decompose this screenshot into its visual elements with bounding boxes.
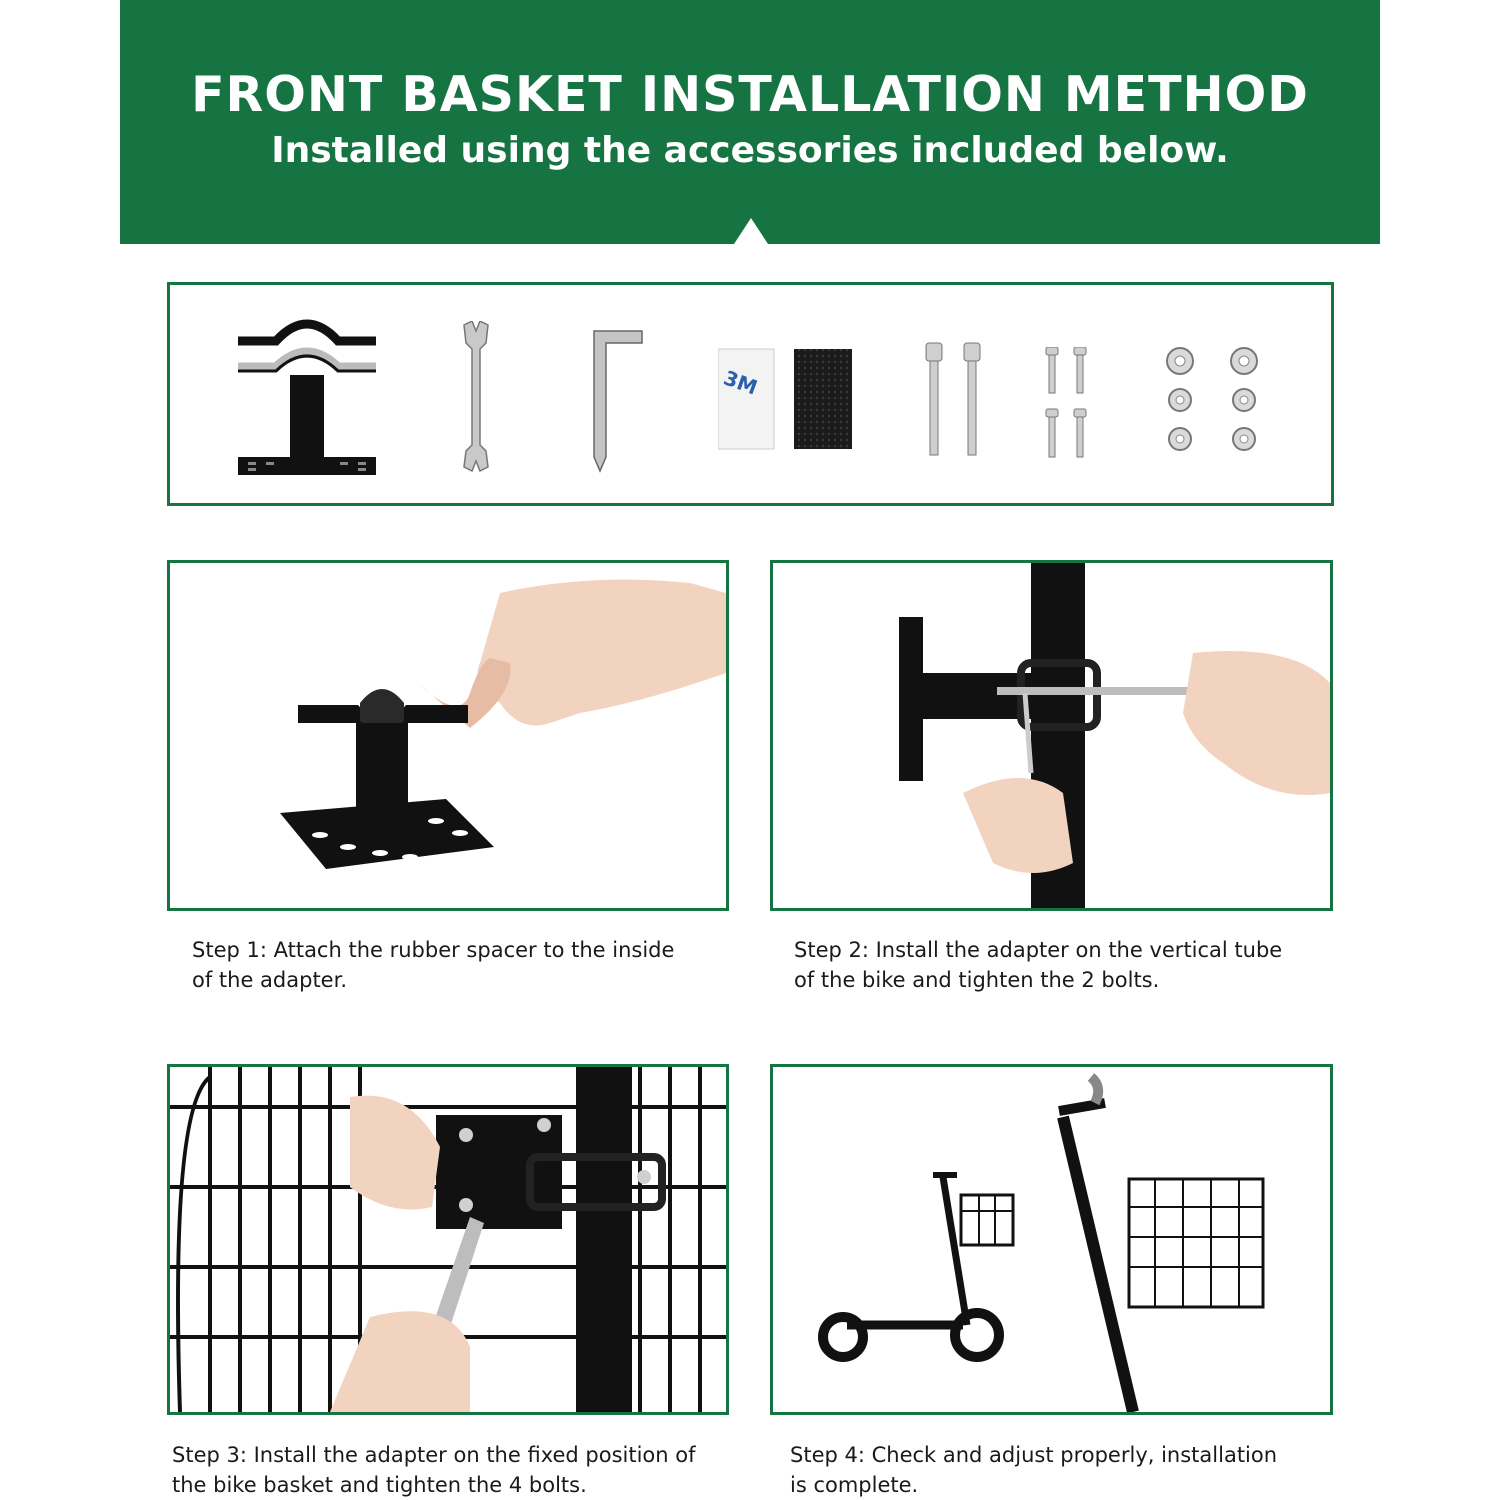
step-4-image-panel xyxy=(770,1064,1333,1415)
step-1-caption-line1: Step 1: Attach the rubber spacer to the inside xyxy=(192,938,675,962)
step-1-image-panel xyxy=(167,560,729,911)
tape-brand-label: 3M xyxy=(720,365,761,400)
lock-nuts-image xyxy=(1164,347,1260,457)
wrench-image xyxy=(458,321,494,473)
short-screws-image xyxy=(1044,347,1092,459)
page-subtitle: Installed using the accessories included below. xyxy=(271,130,1229,171)
step-4-caption-line2: is complete. xyxy=(790,1473,919,1497)
step-3-image-panel xyxy=(167,1064,729,1415)
rubber-spacer-image xyxy=(718,347,854,453)
banner-pointer xyxy=(734,218,768,244)
step-3-caption-line2: the bike basket and tighten the 4 bolts. xyxy=(172,1473,587,1497)
adapter-bracket-image xyxy=(236,317,378,479)
step-4-caption xyxy=(790,1440,1350,1500)
step-1-caption xyxy=(192,935,732,995)
step-2-image-panel xyxy=(770,560,1333,911)
header-banner xyxy=(120,0,1380,244)
long-bolts-image xyxy=(922,341,984,459)
accessories-panel xyxy=(167,282,1334,506)
step-4-caption-line1: Step 4: Check and adjust properly, installation xyxy=(790,1443,1278,1467)
step-1-caption-line2: of the adapter. xyxy=(192,968,347,992)
step-3-caption xyxy=(172,1440,742,1500)
page-title: FRONT BASKET INSTALLATION METHOD xyxy=(191,66,1309,123)
step-2-caption xyxy=(794,935,1354,995)
step-2-caption-line2: of the bike and tighten the 2 bolts. xyxy=(794,968,1160,992)
step-3-caption-line1: Step 3: Install the adapter on the fixed position of xyxy=(172,1443,696,1467)
allen-key-image xyxy=(584,323,646,473)
step-2-caption-line1: Step 2: Install the adapter on the vertical tube xyxy=(794,938,1283,962)
